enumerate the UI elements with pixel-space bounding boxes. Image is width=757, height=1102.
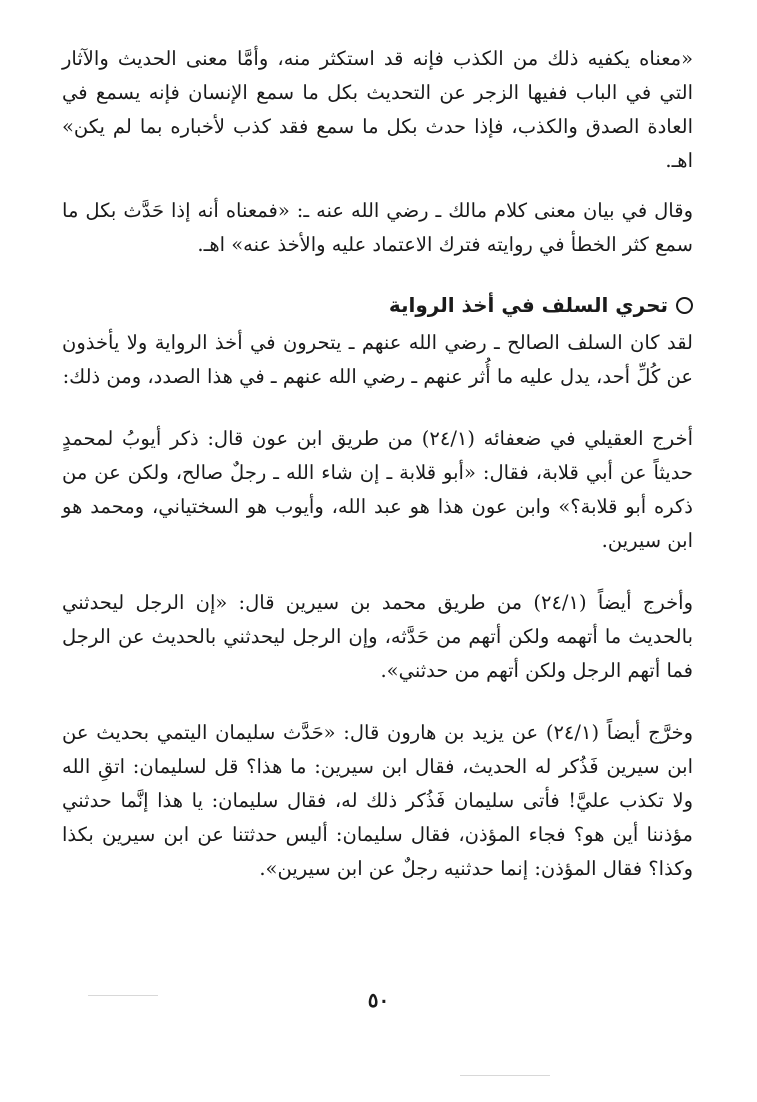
scan-speckle — [460, 1075, 550, 1076]
circle-bullet-icon — [676, 297, 693, 314]
section-paragraph-4: وخرَّج أيضاً (٢٤/١) عن يزيد بن هارون قال: «حَدَّث سليمان اليتمي بحديث عن ابن سيرين فَذُكر له الحديث، فقال ابن سيرين: ما هذا؟ قل لسليمان: اتقِ الله ولا تكذب عليَّ! فأتى سليمان فَذُكر ذلك له، فقال سليمان: يا هذا إنَّما حدثني مؤذننا أين هو؟ فجاء المؤذن، فقال سليمان: أليس حدثتنا عن ابن سيرين بكذا وكذا؟ فقال المؤذن: إنما حدثنيه رجلٌ عن ابن سيرين». — [62, 721, 693, 880]
intro-paragraph-2: وقال في بيان معنى كلام مالك ـ رضي الله عنه ـ: «فمعناه أنه إذا حَدَّث بكل ما سمع كثر الخطأ في روايته فترك الاعتماد عليه والأخذ عنه» اهـ. — [62, 199, 693, 256]
page-number: ٥٠ — [367, 988, 390, 1012]
section-paragraph-1: لقد كان السلف الصالح ـ رضي الله عنهم ـ يتحرون في أخذ الرواية ولا يأخذون عن كُلِّ أحد، يدل عليه ما أُثر عنهم ـ رضي الله عنهم ـ في هذا الصدد، ومن ذلك: — [62, 331, 693, 388]
section-paragraph-3: وأخرج أيضاً (٢٤/١) من طريق محمد بن سيرين قال: «إن الرجل ليحدثني بالحديث ما أتهمه ولكن أتهم من حَدَّثه، وإن الرجل ليحدثني بالحديث عن الرجل فما أتهم الرجل ولكن أتهم من حدثني». — [62, 591, 693, 682]
section-heading-text: تحري السلف في أخذ الرواية — [388, 293, 668, 317]
section-paragraph-2: أخرج العقيلي في ضعفائه (٢٤/١) من طريق ابن عون قال: ذكر أيوبُ لمحمدٍ حديثاً عن أبي قلابة، فقال: «أبو قلابة ـ إن شاء الله ـ رجلٌ صالح، ولكن عن من ذكره أبو قلابة؟» وابن عون هذا هو عبد الله، وأيوب هو السختياني، ومحمد هو ابن سيرين. — [62, 427, 693, 552]
intro-paragraph-1: «معناه يكفيه ذلك من الكذب فإنه قد استكثر منه، وأمَّا معنى الحديث والآثار التي في الباب ففيها الزجر عن التحديث بكل ما سمع الإنسان فإنه يسمع في العادة الصدق والكذب، فإذا حدث بكل ما سمع فقد كذب لأخباره بما لم يكن» اهـ. — [62, 47, 693, 172]
scan-speckle — [88, 995, 158, 996]
section-heading — [62, 290, 693, 320]
